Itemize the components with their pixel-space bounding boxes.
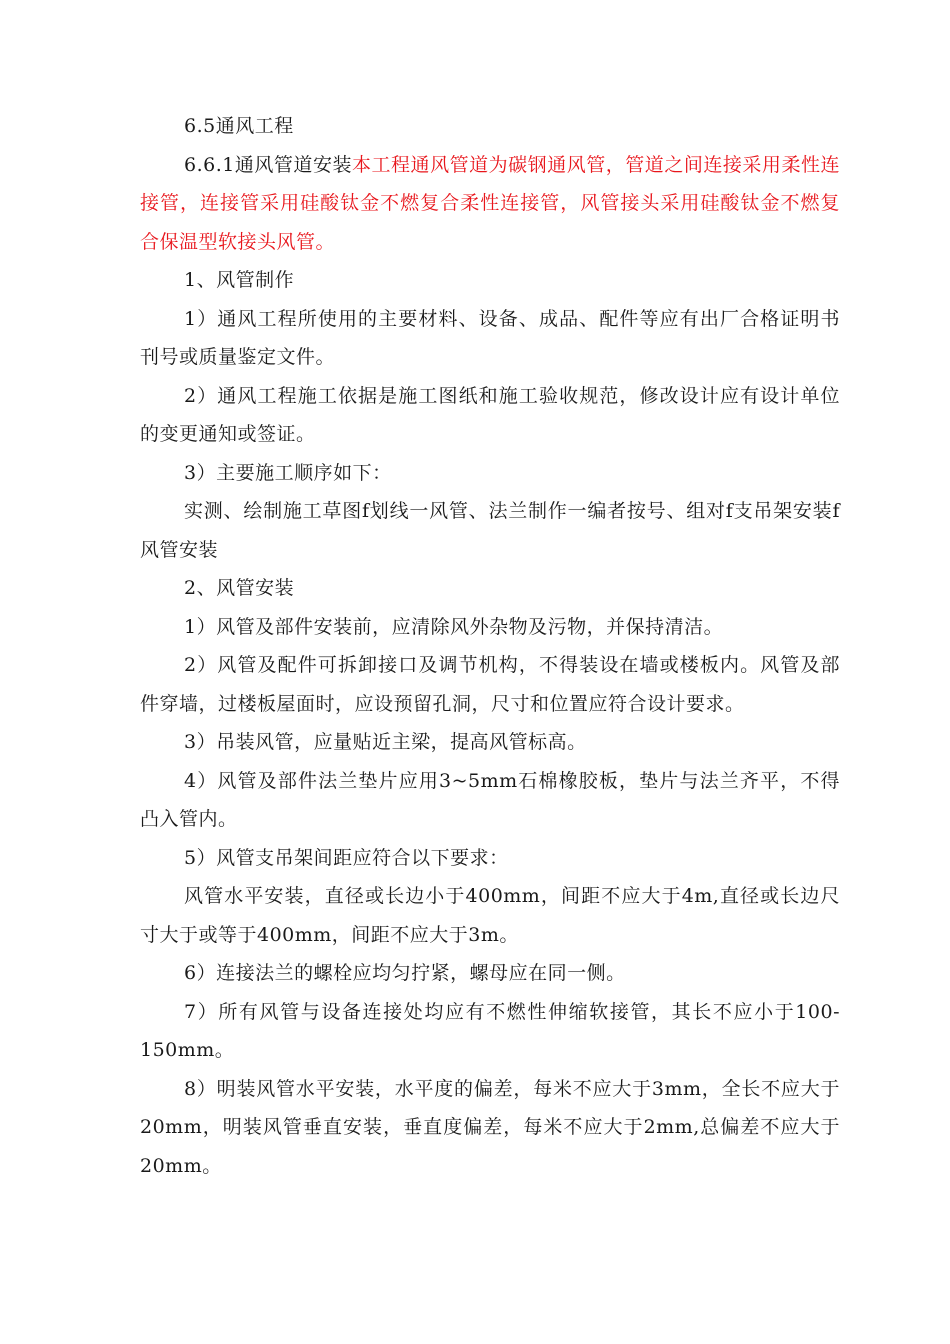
paragraph-inst-4: 4）风管及部件法兰垫片应用3~5mm石棉橡胶板，垫片与法兰齐平，不得凸入管内。 [140, 769, 840, 830]
paragraph-inst-7: 7）所有风管与设备连接处均应有不燃性伸缩软接管，其长不应小于100-150mm。 [140, 1000, 840, 1061]
paragraph-inst-3: 3）吊装风管，应量贴近主梁，提高风管标高。 [184, 731, 587, 753]
section-661-highlight-text: 本工程通风管道为碳钢通风管，管道之间连接采用柔性连接管，连接管采用硅酸钛金不燃复合柔性连接管，风管接头采用硅酸钛金不燃复合保温型软接头风管。 [140, 153, 840, 253]
paragraph-inst-2: 2）风管及配件可拆卸接口及调节机构，不得装设在墙或楼板内。风管及部件穿墙，过楼板屋面时，应设预留孔洞，尺寸和位置应符合设计要求。 [140, 654, 840, 715]
paragraph-fab-2: 2）通风工程施工依据是施工图纸和施工验收规范，修改设计应有设计单位的变更通知或签证。 [140, 384, 840, 445]
paragraph-inst-5: 5）风管支吊架间距应符合以下要求： [184, 846, 509, 869]
paragraph-inst-1: 1）风管及部件安装前，应清除风外杂物及污物，并保持清洁。 [184, 615, 724, 638]
section-661-title: 6.6.1通风管道安装 [184, 153, 352, 176]
subsection-duct-fabrication: 1、风管制作 [184, 269, 295, 291]
section-661-paragraph [140, 146, 840, 262]
paragraph-support-spacing: 风管水平安装，直径或长边小于400mm，间距不应大于4m,直径或长边尺寸大于或等于400mm，间距不应大于3m。 [140, 885, 840, 946]
paragraph-fab-1: 1）通风工程所使用的主要材料、设备、成品、配件等应有出厂合格证明书刊号或质量鉴定文件。 [140, 307, 840, 368]
document-body [140, 107, 840, 1185]
section-heading: 6.5通风工程 [184, 115, 294, 137]
paragraph-fab-3: 3）主要施工顺序如下： [184, 461, 392, 484]
paragraph-inst-8: 8）明装风管水平安装，水平度的偏差，每米不应大于3mm，全长不应大于20mm，明装风管垂直安装，垂直度偏差，每米不应大于2mm,总偏差不应大于20mm。 [140, 1077, 840, 1177]
subsection-duct-installation: 2、风管安装 [184, 577, 295, 599]
paragraph-construction-sequence: 实测、绘制施工草图f划线一风管、法兰制作一编者按号、组对f支吊架安装f风管安装 [140, 500, 840, 561]
paragraph-inst-6: 6）连接法兰的螺栓应均匀拧紧，螺母应在同一侧。 [184, 962, 626, 984]
